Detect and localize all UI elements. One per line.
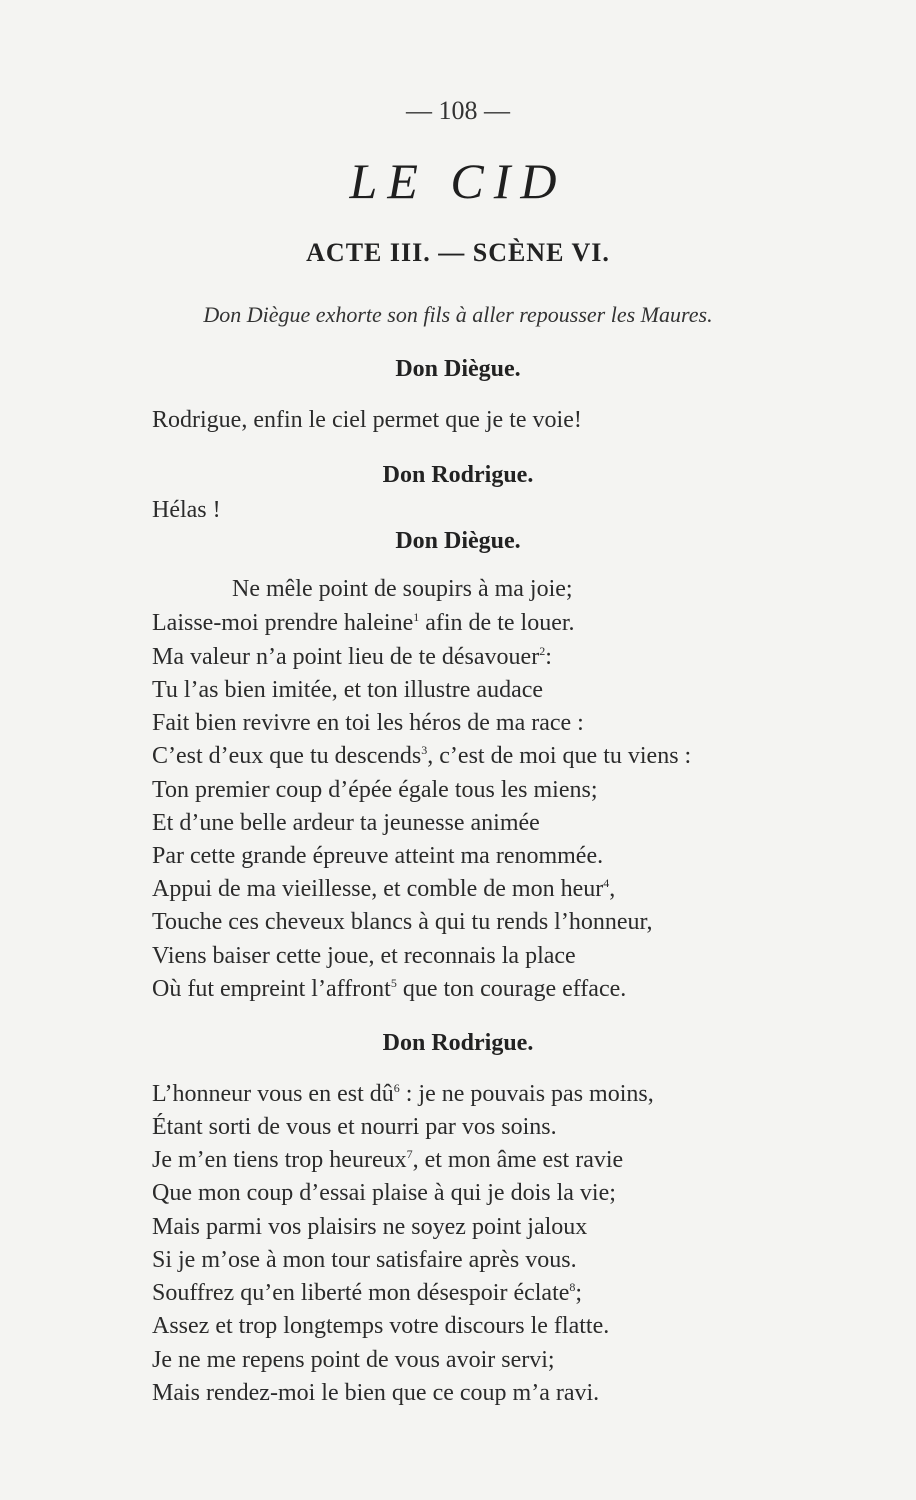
act-scene-heading: ACTE III. — SCÈNE VI. (306, 238, 610, 267)
verse-line: Où fut empreint l’affront$^5$ que ton courage efface. (152, 976, 627, 1002)
speaker-name: Don Rodrigue. (382, 1030, 534, 1056)
play-title: LE CID (349, 153, 567, 209)
page-number: — 108 — (406, 96, 510, 125)
verse-line: Ma valeur n’a point lieu de te désavouer$^2$: (152, 644, 552, 670)
speaker-name: Don Diègue. (395, 356, 521, 382)
verse-line: L’honneur vous en est $dû^6$ : je ne pouvais pas moins, (152, 1081, 654, 1107)
verse-line: Mais rendez-moi le bien que ce coup m’a ravi. (152, 1380, 600, 1406)
verse-line: Rodrigue, enfin le ciel permet que je te voie! (152, 407, 582, 433)
verse-line: C’est d’eux que tu descends$^3$, c’est de moi que tu viens : (152, 743, 692, 769)
verse-line: Et d’une belle ardeur ta jeunesse animée (152, 810, 540, 836)
footnote-mark: 6 (393, 1081, 400, 1095)
verse-line: Touche ces cheveux blancs à qui tu rends l’honneur, (152, 909, 653, 935)
verse-line: Laisse-moi prendre haleine$^1$ afin de te louer. (152, 610, 575, 636)
footnote-mark: 5 (390, 976, 397, 990)
verse-line: Si je m’ose à mon tour satisfaire après vous. (152, 1247, 577, 1273)
scene-description: Don Diègue exhorte son fils à aller repousser les Maures. (203, 302, 713, 327)
footnote-mark: 1 (413, 610, 420, 624)
footnote-mark: 7 (406, 1147, 413, 1161)
verse-line: Je ne me repens point de vous avoir servi; (152, 1347, 555, 1373)
speaker-name: Don Diègue. (395, 528, 521, 554)
footnote-mark: 3 (421, 743, 428, 757)
verse-line: Fait bien revivre en toi les héros de ma race : (152, 710, 584, 736)
verse-line: Par cette grande épreuve atteint ma renommée. (152, 843, 604, 869)
verse-line: Viens baiser cette joue, et reconnais la place (152, 943, 576, 969)
verse-line: Assez et trop longtemps votre discours le flatte. (152, 1313, 610, 1339)
verse-line: Hélas ! (152, 497, 221, 523)
speaker-name: Don Rodrigue. (382, 462, 534, 488)
verse-line: Ton premier coup d’épée égale tous les miens; (152, 777, 598, 803)
verse-line: Tu l’as bien imitée, et ton illustre audace (152, 677, 544, 703)
verse-line: Que mon coup d’essai plaise à qui je dois la vie; (152, 1180, 616, 1206)
verse-line: Appui de ma vieillesse, et comble de mon heur$^4$, (152, 876, 616, 902)
verse-line: Étant sorti de vous et nourri par vos soins. (152, 1114, 557, 1140)
footnote-mark: 8 (569, 1280, 576, 1294)
verse-line: Je m’en tiens trop heureux$^7$, et mon âme est ravie (152, 1147, 624, 1173)
verse-line: Mais parmi vos plaisirs ne soyez point jaloux (152, 1214, 588, 1240)
verse-line: Ne mêle point de soupirs à ma joie; (232, 576, 573, 602)
verse-line: Souffrez qu’en liberté mon désespoir éclate$^8$; (152, 1280, 583, 1306)
footnote-mark: 2 (539, 644, 546, 658)
footnote-mark: 4 (603, 876, 610, 890)
